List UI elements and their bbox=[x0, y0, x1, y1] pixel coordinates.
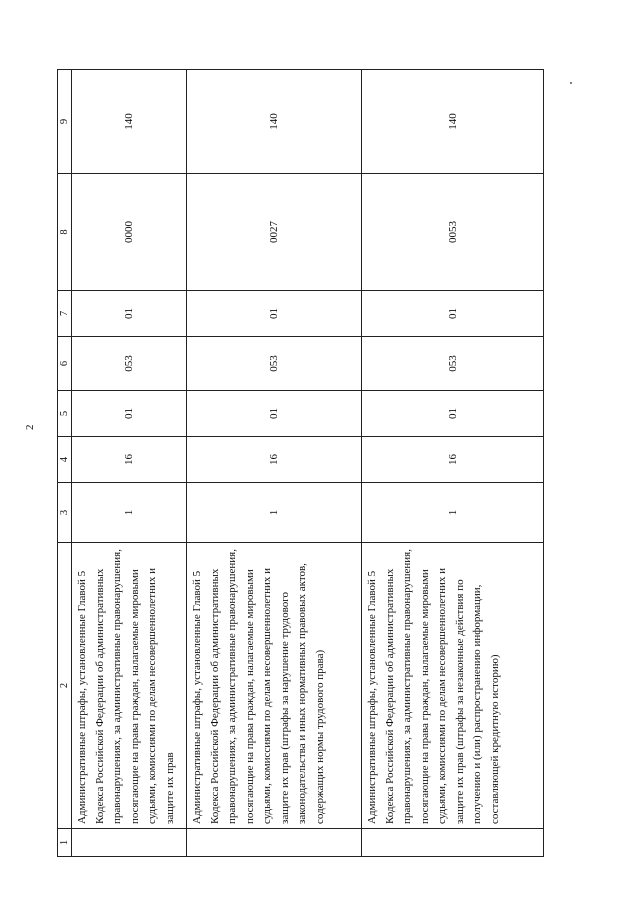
row-cell-col1 bbox=[362, 829, 544, 857]
row-cell-col7: 01 bbox=[187, 291, 362, 337]
row-cell-col5: 01 bbox=[187, 391, 362, 437]
row-cell-col7: 01 bbox=[72, 291, 187, 337]
row-cell-col3: 1 bbox=[187, 483, 362, 543]
row-cell-col9: 140 bbox=[362, 70, 544, 174]
column-header-1: 1 bbox=[58, 829, 72, 857]
row-cell-col1 bbox=[187, 829, 362, 857]
row-cell-col4: 16 bbox=[187, 437, 362, 483]
column-header-4: 4 bbox=[58, 437, 72, 483]
row-cell-col6: 053 bbox=[362, 337, 544, 391]
row-cell-col1 bbox=[72, 829, 187, 857]
column-header-3: 3 bbox=[58, 483, 72, 543]
table-row bbox=[72, 70, 187, 857]
column-header-7: 7 bbox=[58, 291, 72, 337]
row-cell-col8: 0027 bbox=[187, 174, 362, 291]
row-cell-col7: 01 bbox=[362, 291, 544, 337]
rotated-table-wrapper bbox=[57, 70, 542, 857]
row-cell-col6: 053 bbox=[187, 337, 362, 391]
column-header-9: 9 bbox=[58, 70, 72, 174]
column-header-5: 5 bbox=[58, 391, 72, 437]
row-cell-col9: 140 bbox=[72, 70, 187, 174]
header-row bbox=[58, 70, 72, 857]
row-cell-col6: 053 bbox=[72, 337, 187, 391]
row-description: Административные штрафы, установленные Главой 5 Кодекса Российской Федерации об административных правонарушениях, за административные правонарушения, посягающие на права граждан, налагаемые мировыми судьями, комиссиями по делам несовершеннолетних и защите их прав (штрафы за нарушение трудового законодательства и иных нормативных правовых актов, содержащих нормы трудового права) bbox=[187, 543, 362, 829]
column-header-6: 6 bbox=[58, 337, 72, 391]
scan-speck bbox=[570, 82, 572, 84]
budget-classification-table bbox=[57, 69, 544, 857]
row-cell-col3: 1 bbox=[362, 483, 544, 543]
row-cell-col8: 0053 bbox=[362, 174, 544, 291]
row-cell-col8: 0000 bbox=[72, 174, 187, 291]
table-row bbox=[187, 70, 362, 857]
column-header-8: 8 bbox=[58, 174, 72, 291]
row-description: Административные штрафы, установленные Главой 5 Кодекса Российской Федерации об административных правонарушениях, за административные правонарушения, посягающие на права граждан, налагаемые мировыми судьями, комиссиями по делам несовершеннолетних и защите их прав (штрафы за незаконные действия по получению и (или) распространению информации, составляющей кредитную историю) bbox=[362, 543, 544, 829]
page-number: 2 bbox=[24, 424, 36, 430]
row-cell-col4: 16 bbox=[362, 437, 544, 483]
row-cell-col9: 140 bbox=[187, 70, 362, 174]
row-cell-col4: 16 bbox=[72, 437, 187, 483]
table-row bbox=[362, 70, 544, 857]
column-header-2: 2 bbox=[58, 543, 72, 829]
row-cell-col3: 1 bbox=[72, 483, 187, 543]
row-cell-col5: 01 bbox=[362, 391, 544, 437]
row-cell-col5: 01 bbox=[72, 391, 187, 437]
row-description: Административные штрафы, установленные Главой 5 Кодекса Российской Федерации об административных правонарушениях, за административные правонарушения, посягающие на права граждан, налагаемые мировыми судьями, комиссиями по делам несовершеннолетних и защите их прав bbox=[72, 543, 187, 829]
